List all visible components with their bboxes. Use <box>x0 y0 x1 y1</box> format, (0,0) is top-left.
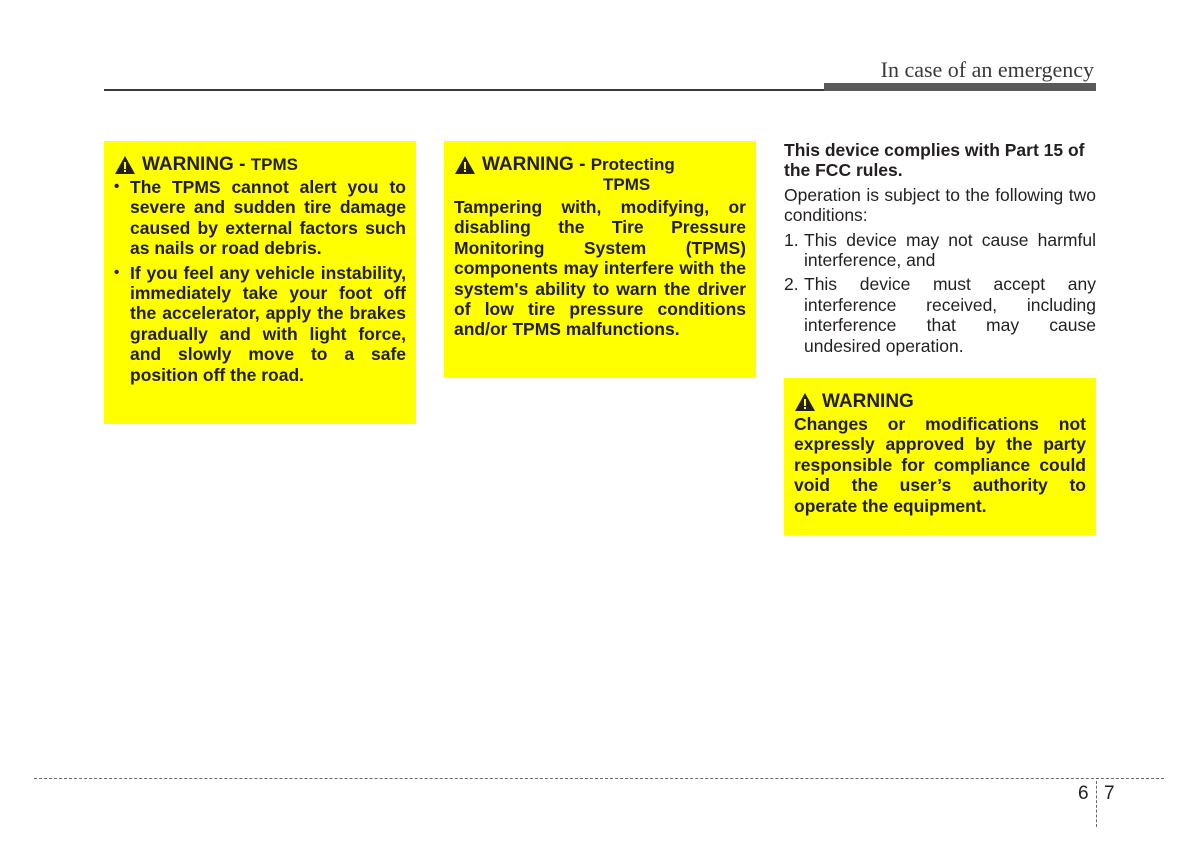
list-item: • The TPMS cannot alert you to severe and sudden tire damage caused by external factors such as nails or road debris. <box>114 177 406 259</box>
fcc-conditions <box>784 230 1096 356</box>
warning-heading <box>454 155 746 195</box>
list-text: This device may not cause harmful interference, and <box>804 229 1096 271</box>
warning-title: WARNING <box>822 391 914 412</box>
warning-body: Changes or modifications not expressly approved by the party responsible for compliance could void the user’s authority to operate the equipment. <box>794 414 1086 516</box>
page-number: 7 <box>1104 783 1115 804</box>
warning-body: Tampering with, modifying, or disabling the Tire Pressure Monitoring System (TPMS) components may interfere with the system's ability to warn the driver of low tire pressure conditions and/or TPMS malfunctions. <box>454 197 746 340</box>
warning-title: WARNING - <box>482 154 591 175</box>
list-item: • If you feel any vehicle instability, immediately take your foot off the accelerator, apply the brakes gradually and with light force, and slowly move to a safe position off the road. <box>114 263 406 385</box>
warning-heading <box>794 392 1086 412</box>
list-number: 2. <box>784 274 799 295</box>
footer-rule <box>34 778 1164 779</box>
fcc-compliance-section <box>784 140 1096 360</box>
warning-triangle-icon <box>794 392 816 412</box>
header-rule-accent <box>824 83 1096 91</box>
warning-triangle-icon <box>114 155 136 175</box>
chapter-number: 6 <box>1078 783 1089 804</box>
header-rule <box>104 89 824 91</box>
warning-subtitle: Protecting <box>590 155 675 174</box>
list-item <box>784 274 1096 356</box>
warning-bullet-list <box>114 177 406 385</box>
warning-box-changes <box>784 378 1096 535</box>
list-text: This device must accept any interference received, including interference that may cause undesired operation. <box>804 274 1096 356</box>
warning-subtitle: TPMS <box>250 155 298 174</box>
fcc-lead: This device complies with Part 15 of the FCC rules. <box>784 140 1085 181</box>
page-number-divider <box>1096 781 1097 827</box>
warning-box-protecting-tpms <box>444 141 756 378</box>
section-title: In case of an emergency <box>880 57 1094 82</box>
fcc-intro: Operation is subject to the following two conditions: <box>784 184 1096 226</box>
warning-subtitle-line2: TPMS <box>603 175 651 194</box>
warning-title: WARNING - <box>142 154 251 175</box>
warning-triangle-icon <box>454 155 476 175</box>
warning-box-tpms <box>104 141 416 424</box>
warning-heading <box>114 155 406 175</box>
list-number: 1. <box>784 229 799 250</box>
list-item <box>784 230 1096 271</box>
